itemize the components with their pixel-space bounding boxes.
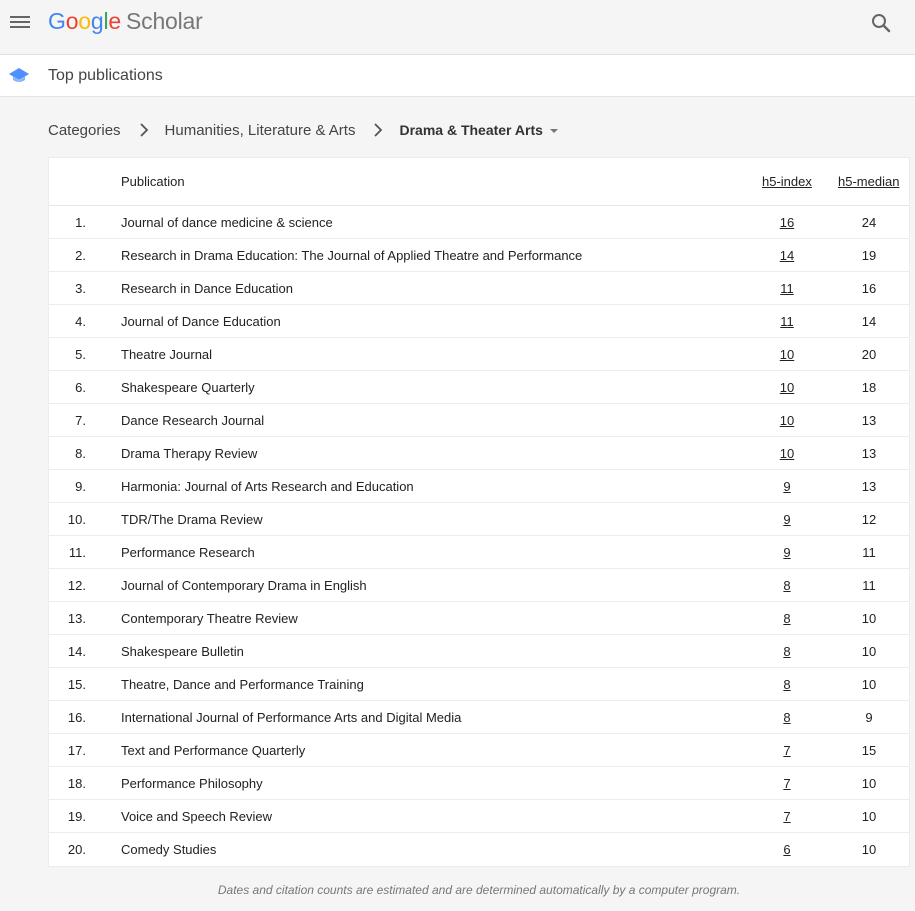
logo-letter: g [90,8,104,34]
publication-title-link[interactable]: Shakespeare Bulletin [121,644,244,659]
row-rank: 13. [67,611,86,626]
row-rank: 4. [75,314,86,329]
h5-median-value: 20 [861,347,877,362]
publication-title-link[interactable]: Research in Drama Education: The Journal of Applied Theatre and Performance [121,248,583,263]
table-row [49,338,909,371]
row-rank: 5. [75,347,86,362]
logo-letter: G [48,8,66,34]
publications-table [48,157,910,867]
h5-median-value: 10 [861,644,877,659]
row-rank: 19. [67,809,86,824]
breadcrumb-categories[interactable]: Categories [48,121,121,139]
h5-index-link[interactable]: 9 [783,545,791,560]
table-row [49,800,909,833]
h5-index-link[interactable]: 8 [783,578,791,593]
logo-letter: e [108,8,121,34]
h5-median-value: 10 [861,611,877,626]
h5-median-value: 13 [861,413,877,428]
h5-index-link[interactable]: 10 [779,413,795,428]
h5-median-value: 13 [861,446,877,461]
h5-median-value: 10 [861,809,877,824]
row-rank: 6. [75,380,86,395]
table-row [49,437,909,470]
publication-title-link[interactable]: Contemporary Theatre Review [121,611,298,626]
row-rank: 1. [75,215,86,230]
h5-index-link[interactable]: 8 [783,644,791,659]
h5-median-value: 18 [861,380,877,395]
column-header-h5-median[interactable]: h5-median [838,174,900,189]
h5-median-value: 14 [861,314,877,329]
table-row [49,470,909,503]
logo-letter: o [78,8,91,34]
row-rank: 12. [67,578,86,593]
publication-title-link[interactable]: Harmonia: Journal of Arts Research and Education [121,479,414,494]
table-row [49,833,909,866]
row-rank: 18. [67,776,86,791]
logo-letter: o [65,8,79,34]
h5-index-link[interactable]: 7 [783,809,791,824]
publication-title-link[interactable]: Journal of dance medicine & science [121,215,333,230]
h5-index-link[interactable]: 10 [779,446,795,461]
table-row [49,206,909,239]
dropdown-caret-icon [550,129,558,133]
top-bar [0,0,915,55]
h5-median-value: 19 [861,248,877,263]
h5-index-link[interactable]: 10 [779,380,795,395]
h5-index-link[interactable]: 8 [783,611,791,626]
h5-median-value: 24 [861,215,877,230]
h5-index-link[interactable]: 7 [783,743,791,758]
publication-title-link[interactable]: Journal of Contemporary Drama in English [121,578,367,593]
table-row [49,272,909,305]
row-rank: 3. [75,281,86,296]
table-row [49,569,909,602]
h5-median-value: 10 [861,677,877,692]
h5-median-value: 11 [862,545,876,560]
publication-title-link[interactable]: Performance Philosophy [121,776,263,791]
table-row [49,602,909,635]
h5-index-link[interactable]: 14 [779,248,795,263]
row-rank: 16. [67,710,86,725]
search-icon[interactable] [870,12,892,34]
breadcrumb-current-label: Drama & Theater Arts [399,122,543,138]
row-rank: 9. [75,479,86,494]
h5-index-link[interactable]: 6 [783,842,791,857]
row-rank: 8. [75,446,86,461]
chevron-right-icon [371,123,385,137]
h5-median-value: 13 [861,479,877,494]
h5-index-link[interactable]: 7 [783,776,791,791]
h5-median-value: 10 [861,842,877,857]
table-header [49,158,909,206]
table-row [49,734,909,767]
table-row [49,701,909,734]
logo-letter: l [103,8,109,34]
row-rank: 14. [67,644,86,659]
table-row [49,239,909,272]
h5-median-value: 10 [861,776,877,791]
publication-title-link[interactable]: Research in Dance Education [121,281,293,296]
hamburger-menu-icon[interactable] [10,14,30,30]
h5-index-link[interactable]: 9 [783,479,791,494]
publication-title-link[interactable]: Dance Research Journal [121,413,265,428]
h5-median-value: 15 [861,743,877,758]
column-header-h5-index[interactable]: h5-index [762,174,812,189]
h5-median-value: 12 [861,512,877,527]
publication-title-link[interactable]: International Journal of Performance Arts and Digital Media [121,710,462,725]
table-row [49,668,909,701]
breadcrumb-current-dropdown[interactable] [399,122,557,138]
publication-title-link[interactable]: Drama Therapy Review [121,446,258,461]
publication-title-link[interactable]: Performance Research [121,545,255,560]
publication-title-link[interactable]: TDR/The Drama Review [121,512,263,527]
h5-index-link[interactable]: 8 [783,677,791,692]
row-rank: 17. [67,743,86,758]
h5-index-link[interactable]: 11 [780,281,794,296]
row-rank: 7. [75,413,86,428]
page-title: Top publications [48,67,163,84]
table-row [49,305,909,338]
graduation-cap-icon [8,65,30,87]
table-row [49,536,909,569]
breadcrumb [48,120,558,140]
h5-index-link[interactable]: 11 [780,314,794,329]
h5-median-value: 16 [861,281,877,296]
table-row [49,767,909,800]
column-header-publication: Publication [121,174,185,189]
chevron-right-icon [137,123,151,137]
h5-median-value: 11 [862,578,876,593]
h5-index-link[interactable]: 9 [783,512,791,527]
h5-index-link[interactable]: 16 [779,215,795,230]
breadcrumb-humanities[interactable]: Humanities, Literature & Arts [164,121,356,139]
row-rank: 11. [68,545,86,560]
table-row [49,404,909,437]
table-body [49,206,909,866]
row-rank: 20. [67,842,86,857]
publication-title-link[interactable]: Journal of Dance Education [121,314,281,329]
publication-title-link[interactable]: Voice and Speech Review [121,809,273,824]
logo-scholar-text: Scholar [126,8,203,34]
publication-title-link[interactable]: Shakespeare Quarterly [121,380,255,395]
google-scholar-logo[interactable] [48,7,203,35]
page-subheader [0,55,915,97]
publication-title-link[interactable]: Comedy Studies [121,842,217,857]
row-rank: 2. [75,248,86,263]
h5-index-link[interactable]: 8 [783,710,791,725]
row-rank: 15. [67,677,86,692]
publication-title-link[interactable]: Text and Performance Quarterly [121,743,306,758]
publication-title-link[interactable]: Theatre, Dance and Performance Training [121,677,364,692]
table-row [49,503,909,536]
footnote: Dates and citation counts are estimated and are determined automatically by a computer program. [217,883,741,897]
h5-index-link[interactable]: 10 [779,347,795,362]
table-row [49,635,909,668]
row-rank: 10. [67,512,86,527]
h5-median-value: 9 [865,710,873,725]
table-row [49,371,909,404]
publication-title-link[interactable]: Theatre Journal [121,347,213,362]
